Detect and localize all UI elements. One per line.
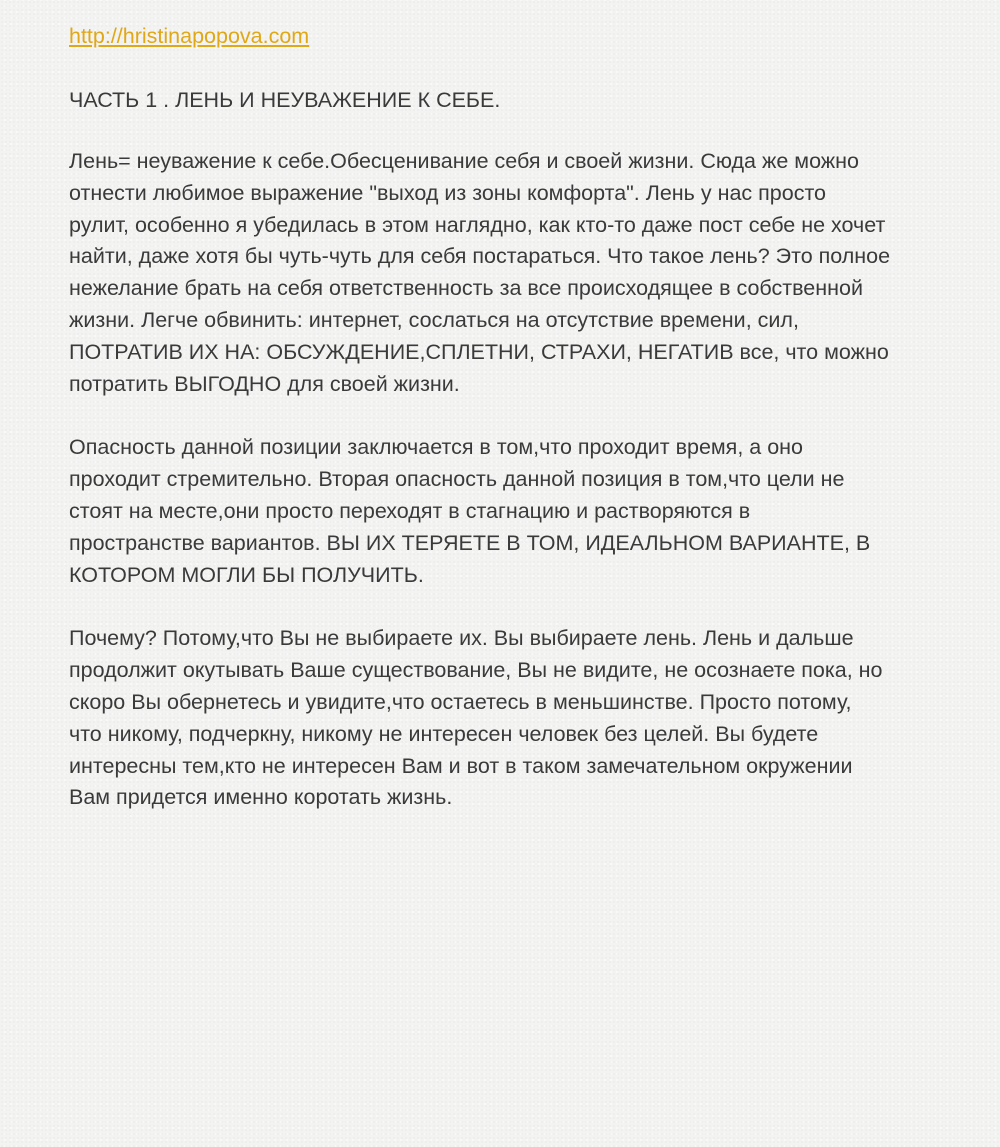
note-body: [69, 22, 949, 814]
text-line: скоро Вы обернетесь и увидите,что остаетесь в меньшинстве. Просто потому,: [69, 689, 852, 714]
text-line: отнести любимое выражение "выход из зоны комфорта". Лень у нас просто: [69, 180, 827, 205]
text-line: пространстве вариантов. ВЫ ИХ ТЕРЯЕТЕ В ТОМ, ИДЕАЛЬНОМ ВАРИАНТЕ, В: [69, 530, 871, 555]
text-line: Почему? Потому,что Вы не выбираете их. Вы выбираете лень. Лень и дальше: [69, 626, 854, 651]
text-line: ПОТРАТИВ ИХ НА: ОБСУЖДЕНИЕ,СПЛЕТНИ, СТРАХИ, НЕГАТИВ все, что можно: [69, 339, 889, 364]
text-line: Лень= неуважение к себе.Обесценивание себя и своей жизни. Сюда же можно: [69, 149, 860, 173]
text-line: жизни. Легче обвинить: интернет, сослаться на отсутствие времени, сил,: [69, 307, 799, 332]
website-link[interactable]: http://hristinapopova.com: [69, 24, 310, 48]
text-line: найти, даже хотя бы чуть-чуть для себя постараться. Что такое лень? Это полное: [69, 244, 891, 269]
text-line: рулит, особенно я убедилась в этом наглядно, как кто-то даже пост себе не хочет: [69, 212, 886, 237]
text-line: что никому, подчеркну, никому не интересен человек без целей. Вы будете: [69, 721, 819, 746]
text-line: продолжит окутывать Ваше существование, Вы не видите, не осознаете пока, но: [69, 658, 883, 683]
paragraph-3: [69, 623, 949, 814]
text-line: Опасность данной позиции заключается в том,что проходит время, а оно: [69, 435, 803, 460]
text-line: интересны тем,кто не интересен Вам и вот в таком замечательном окружении: [69, 753, 853, 778]
text-line: проходит стремительно. Вторая опасность данной позиция в том,что цели не: [69, 467, 845, 492]
text-line: стоят на месте,они просто переходят в стагнацию и растворяются в: [69, 498, 751, 523]
text-line: потратить ВЫГОДНО для своей жизни.: [69, 371, 460, 396]
paragraph-2: [69, 432, 949, 591]
text-line: КОТОРОМ МОГЛИ БЫ ПОЛУЧИТЬ.: [69, 562, 424, 587]
note-heading: ЧАСТЬ 1 . ЛЕНЬ И НЕУВАЖЕНИЕ К СЕБЕ.: [69, 88, 501, 112]
paragraph-1: [69, 146, 949, 400]
text-line: нежелание брать на себя ответственность за все происходящее в собственной: [69, 276, 863, 301]
text-line: Вам придется именно коротать жизнь.: [69, 785, 453, 810]
